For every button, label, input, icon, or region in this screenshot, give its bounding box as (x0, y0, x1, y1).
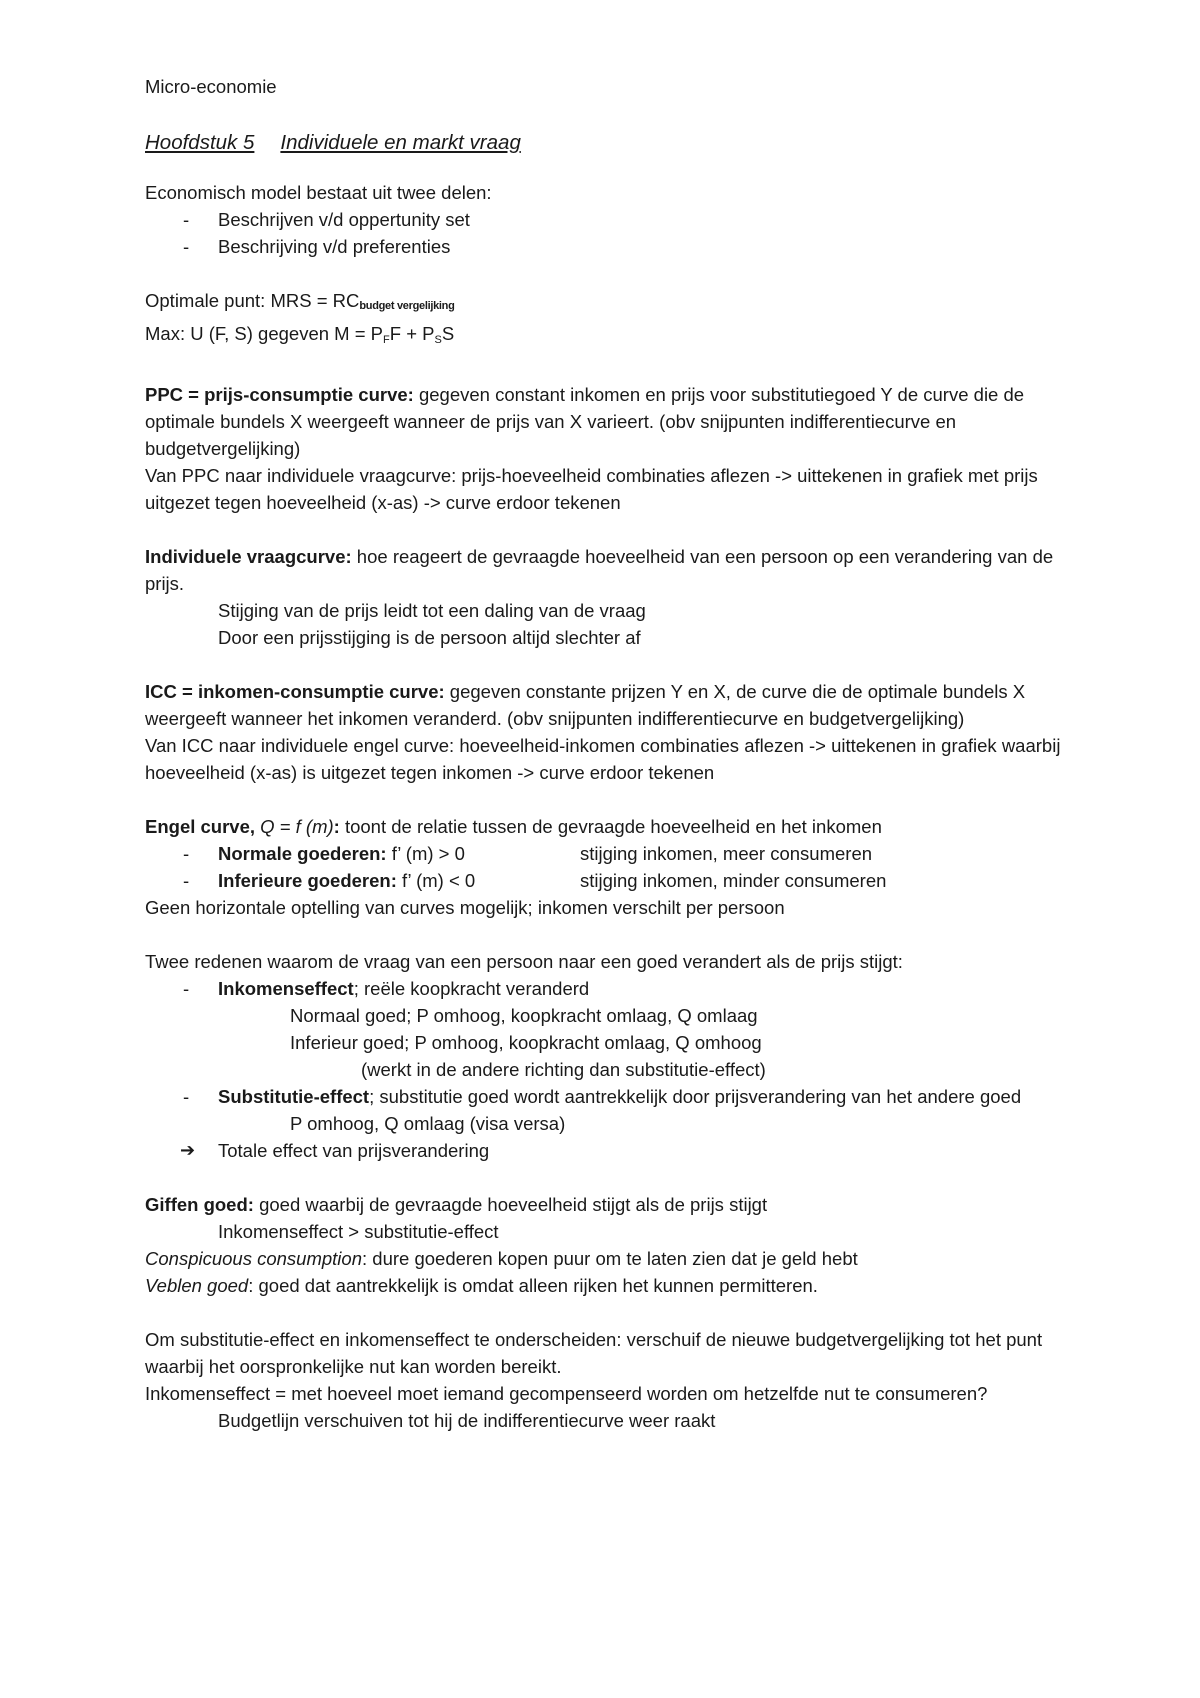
list-item: ➔ Totale effect van prijsverandering (145, 1137, 1085, 1164)
ppc-definition: PPC = prijs-consumptie curve: gegeven constant inkomen en prijs voor substitutiegoed Y de curve die de optimale bundels X weergeeft wanneer de prijs van X varieert. (obv snijpunten indifferentiecurve en budgetvergelijking) (145, 384, 1025, 459)
separate-effects: Om substitutie-effect en inkomenseffect te onderscheiden: verschuif de nieuwe budgetvergelijking tot het punt waarbij het oorspronkelijke nut kan worden bereikt. (145, 1329, 1043, 1377)
engel-note: Geen horizontale optelling van curves mogelijk; inkomen verschilt per persoon (145, 897, 785, 918)
ivc-note: Stijging van de prijs leidt tot een daling van de vraag (218, 600, 646, 621)
list-item: - Beschrijving v/d preferenties (183, 236, 451, 257)
list-item: - Inferieure goederen: f’ (m) < 0 stijging inkomen, minder consumeren (183, 870, 887, 891)
list-item: - Beschrijven v/d oppertunity set (183, 209, 470, 230)
document-header: Micro-economie (145, 76, 277, 97)
chapter-label: Hoofdstuk 5 (145, 131, 255, 154)
giffen-definition: Giffen goed: goed waarbij de gevraagde hoeveelheid stijgt als de prijs stijgt (145, 1194, 768, 1215)
reasons-intro: Twee redenen waarom de vraag van een persoon naar een goed verandert als de prijs stijgt: (145, 951, 903, 972)
list-item: - Normale goederen: f’ (m) > 0 stijging inkomen, meer consumeren (183, 843, 873, 864)
document-body (145, 73, 1085, 1434)
income-inferior-note: Inferieur goed; P omhoog, koopkracht omlaag, Q omhoog (290, 1032, 762, 1053)
list-item: - Substitutie-effect; substitutie goed wordt aantrekkelijk door prijsverandering van het andere goed (183, 1086, 1022, 1107)
ivc-definition: Individuele vraagcurve: hoe reageert de gevraagde hoeveelheid van een persoon op een verandering van de prijs. (145, 546, 1054, 594)
ppc-to-demand: Van PPC naar individuele vraagcurve: prijs-hoeveelheid combinaties aflezen -> uittekenen in grafiek met prijs uitgezet tegen hoeveelheid (x-as) -> curve erdoor tekenen (145, 465, 1038, 513)
income-normal-note: Normaal goed; P omhoog, koopkracht omlaag, Q omlaag (290, 1005, 758, 1026)
chapter-heading (145, 127, 1085, 159)
conspicuous-definition: Conspicuous consumption: dure goederen kopen puur om te laten zien dat je geld hebt (145, 1248, 858, 1269)
budget-shift-note: Budgetlijn verschuiven tot hij de indifferentiecurve weer raakt (218, 1410, 716, 1431)
chapter-title: Individuele en markt vraag (280, 131, 521, 154)
giffen-note: Inkomenseffect > substitutie-effect (218, 1221, 499, 1242)
model-intro: Economisch model bestaat uit twee delen: (145, 182, 492, 203)
optimum-line: Optimale punt: MRS = $RC_{budget vergelijking}$ (145, 290, 455, 312)
arrow-right-icon: ➔ (180, 1140, 196, 1160)
max-utility-line: Max: U (F, S) gegeven $M = P_FF + P_SS$ (145, 323, 455, 346)
income-effect-question: Inkomenseffect = met hoeveel moet iemand gecompenseerd worden om hetzelfde nut te consumeren? (145, 1383, 988, 1404)
veblen-definition: Veblen goed: goed dat aantrekkelijk is omdat alleen rijken het kunnen permitteren. (145, 1275, 818, 1296)
subst-note: P omhoog, Q omlaag (visa versa) (290, 1113, 566, 1134)
icc-definition: ICC = inkomen-consumptie curve: gegeven constante prijzen Y en X, de curve die de optimale bundels X weergeeft wanneer het inkomen veranderd. (obv snijpunten indifferentiecurve en budgetvergelijking) (145, 681, 1026, 729)
icc-to-engel: Van ICC naar individuele engel curve: hoeveelheid-inkomen combinaties aflezen -> uittekenen in grafiek waarbij hoeveelheid (x-as) is uitgezet tegen inkomen -> curve erdoor tekenen (145, 735, 1061, 783)
engel-definition: Engel curve, Q = f (m): toont de relatie tussen de gevraagde hoeveelheid en het inkomen (145, 816, 882, 837)
list-item: - Inkomenseffect; reële koopkracht veranderd (183, 978, 590, 999)
ivc-note: Door een prijsstijging is de persoon altijd slechter af (218, 627, 641, 648)
income-direction-note: (werkt in de andere richting dan substitutie-effect) (361, 1059, 766, 1080)
